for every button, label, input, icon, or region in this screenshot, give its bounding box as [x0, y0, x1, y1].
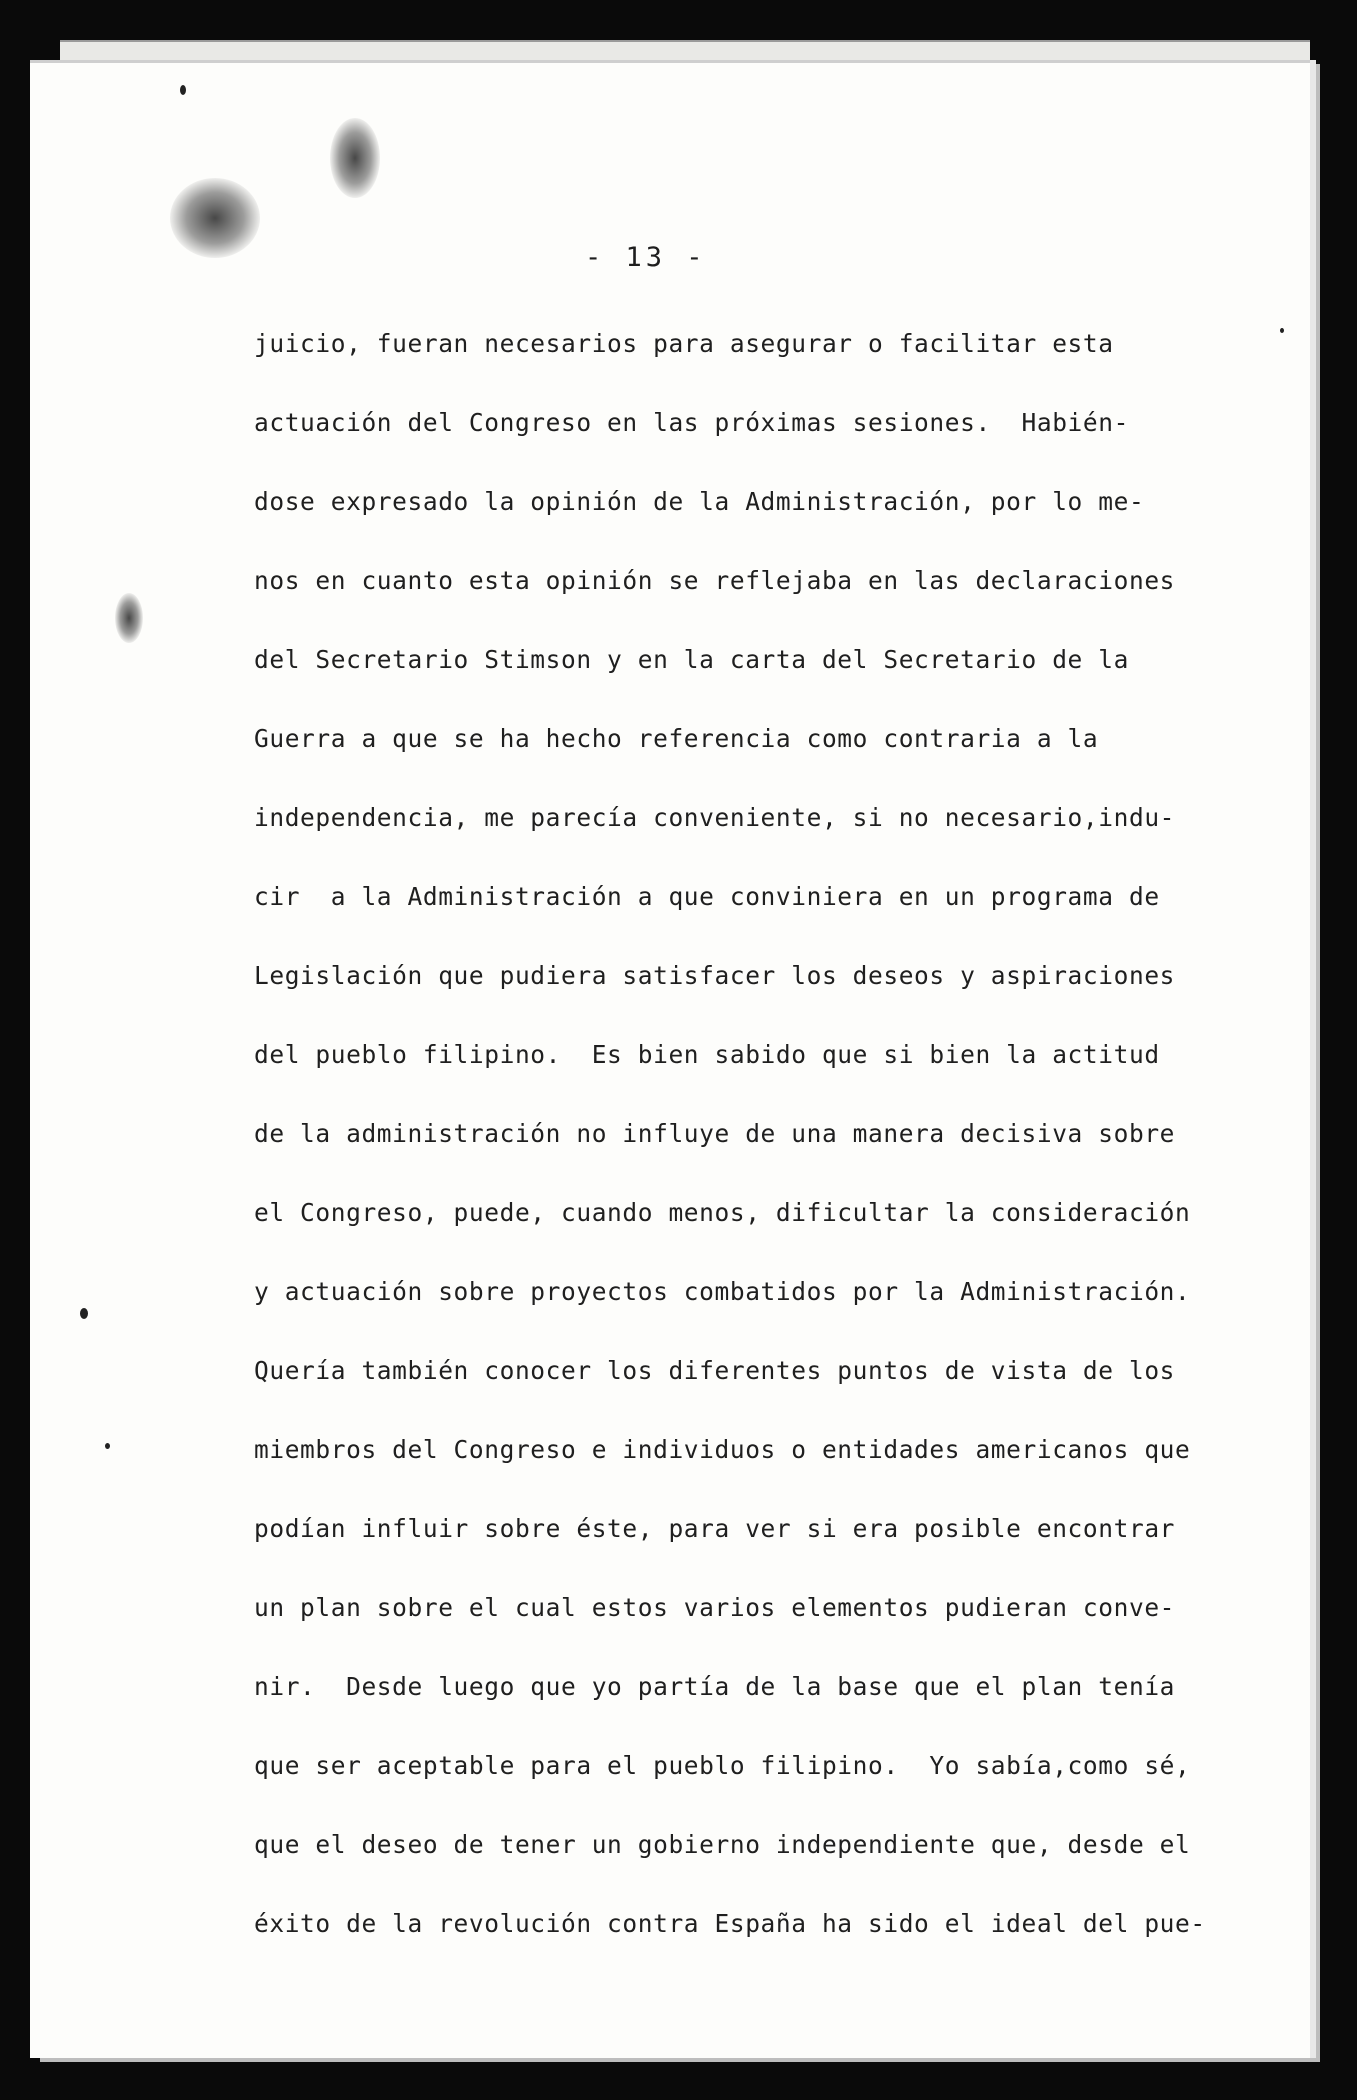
text-line: del Secretario Stimson y en la carta del Secretario de la [254, 645, 1129, 674]
text-line: que ser aceptable para el pueblo filipino. Yo sabía,como sé, [254, 1751, 1191, 1780]
ink-smudge-top [330, 118, 380, 198]
text-line: y actuación sobre proyectos combatidos por la Administración. [254, 1277, 1191, 1306]
text-line: Guerra a que se ha hecho referencia como contraria a la [254, 724, 1099, 753]
text-line: nir. Desde luego que yo partía de la base que el plan tenía [254, 1672, 1176, 1701]
text-line: de la administración no influye de una manera decisiva sobre [254, 1119, 1176, 1148]
text-line: miembros del Congreso e individuos o entidades americanos que [254, 1435, 1191, 1464]
text-line: un plan sobre el cual estos varios elementos pudieran conve- [254, 1593, 1176, 1622]
text-line: independencia, me parecía conveniente, si no necesario,indu- [254, 803, 1176, 832]
text-line: éxito de la revolución contra España ha sido el ideal del pue- [254, 1909, 1206, 1938]
margin-speck-3 [105, 1443, 110, 1449]
ink-smudge-left [170, 178, 260, 258]
text-line: actuación del Congreso en las próximas sesiones. Habién- [254, 408, 1129, 437]
text-line: dose expresado la opinión de la Administración, por lo me- [254, 487, 1145, 516]
margin-speck-2 [80, 1308, 88, 1319]
text-line: Quería también conocer los diferentes puntos de vista de los [254, 1356, 1176, 1385]
margin-speck-4 [1280, 328, 1284, 333]
text-line: cir a la Administración a que conviniera en un programa de [254, 882, 1160, 911]
text-line: del pueblo filipino. Es bien sabido que si bien la actitud [254, 1040, 1160, 1069]
text-line: podían influir sobre éste, para ver si era posible encontrar [254, 1514, 1176, 1543]
text-line: que el deseo de tener un gobierno independiente que, desde el [254, 1830, 1191, 1859]
margin-speck-1 [180, 85, 186, 95]
text-line: nos en cuanto esta opinión se reflejaba en las declaraciones [254, 566, 1176, 595]
body-text [254, 316, 1214, 1975]
text-line: juicio, fueran necesarios para asegurar o facilitar esta [254, 329, 1114, 358]
page-number: - 13 - [585, 242, 707, 273]
ink-smudge-margin [115, 593, 143, 643]
text-line: el Congreso, puede, cuando menos, dificultar la consideración [254, 1198, 1191, 1227]
text-line: Legislación que pudiera satisfacer los deseos y aspiraciones [254, 961, 1176, 990]
